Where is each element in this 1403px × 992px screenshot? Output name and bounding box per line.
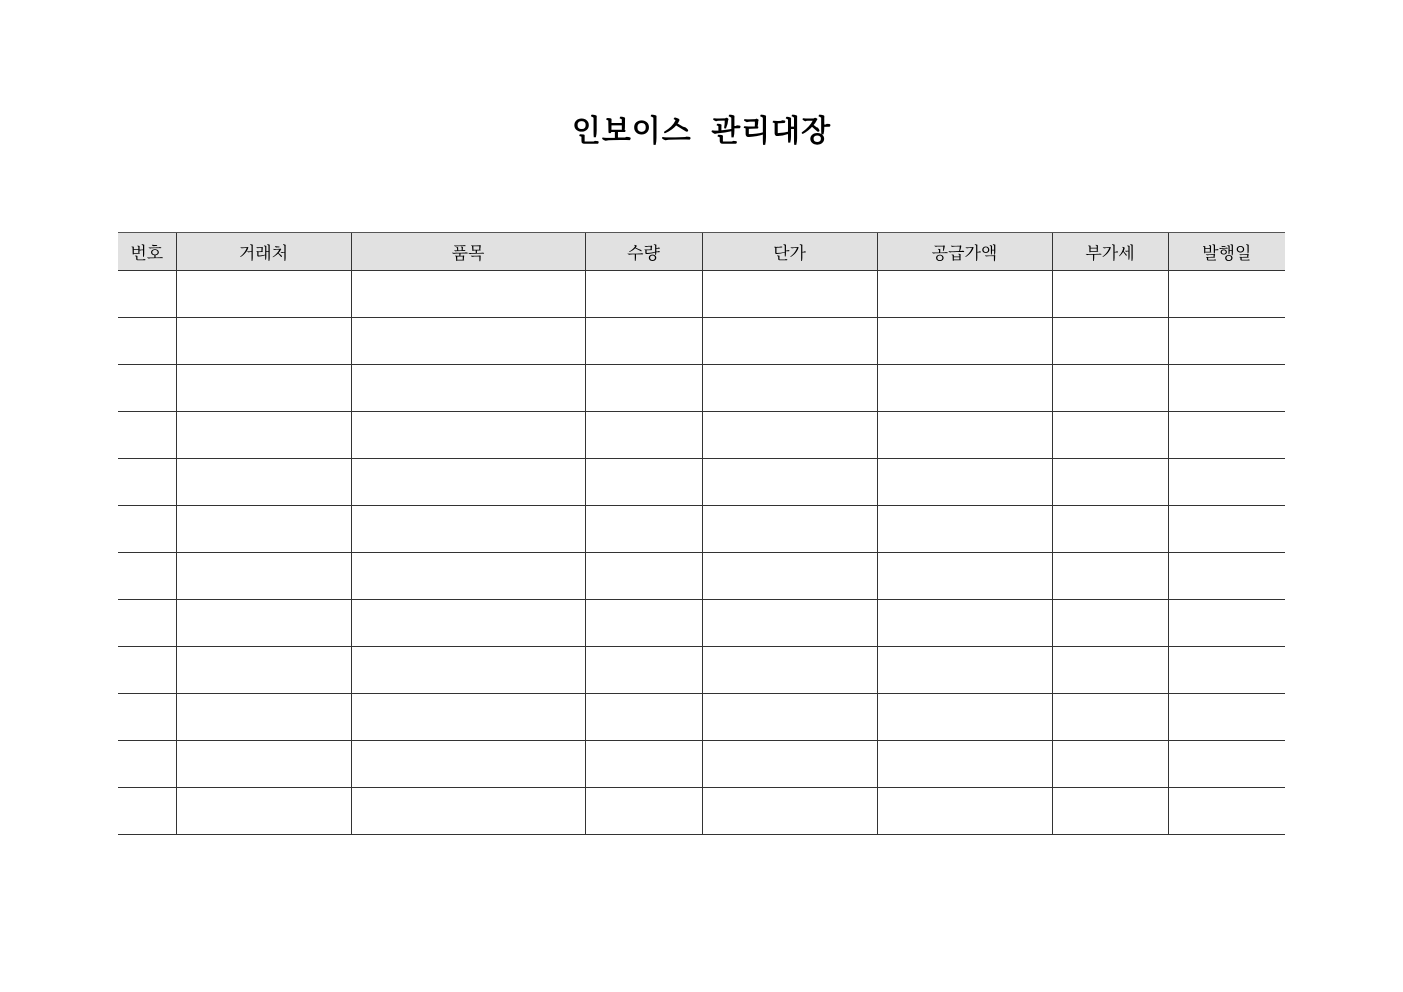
invoice-ledger-table — [118, 232, 1285, 835]
cell-issue-date[interactable] — [1168, 741, 1285, 788]
cell-number[interactable] — [118, 647, 176, 694]
cell-number[interactable] — [118, 741, 176, 788]
cell-client[interactable] — [176, 741, 351, 788]
cell-issue-date[interactable] — [1168, 271, 1285, 318]
cell-unit-price[interactable] — [702, 459, 877, 506]
cell-number[interactable] — [118, 271, 176, 318]
cell-number[interactable] — [118, 600, 176, 647]
cell-vat[interactable] — [1052, 694, 1168, 741]
table-row — [118, 694, 1285, 741]
cell-item[interactable] — [351, 318, 585, 365]
cell-number[interactable] — [118, 412, 176, 459]
cell-vat[interactable] — [1052, 365, 1168, 412]
cell-vat[interactable] — [1052, 741, 1168, 788]
cell-quantity[interactable] — [585, 741, 702, 788]
cell-issue-date[interactable] — [1168, 506, 1285, 553]
cell-quantity[interactable] — [585, 647, 702, 694]
cell-issue-date[interactable] — [1168, 412, 1285, 459]
cell-supply-amount[interactable] — [877, 365, 1052, 412]
cell-vat[interactable] — [1052, 506, 1168, 553]
cell-unit-price[interactable] — [702, 647, 877, 694]
cell-client[interactable] — [176, 459, 351, 506]
cell-unit-price[interactable] — [702, 600, 877, 647]
cell-unit-price[interactable] — [702, 788, 877, 835]
cell-supply-amount[interactable] — [877, 553, 1052, 600]
cell-client[interactable] — [176, 647, 351, 694]
cell-quantity[interactable] — [585, 553, 702, 600]
cell-client[interactable] — [176, 600, 351, 647]
cell-issue-date[interactable] — [1168, 600, 1285, 647]
cell-vat[interactable] — [1052, 600, 1168, 647]
cell-unit-price[interactable] — [702, 271, 877, 318]
cell-client[interactable] — [176, 412, 351, 459]
cell-client[interactable] — [176, 365, 351, 412]
cell-client[interactable] — [176, 788, 351, 835]
cell-client[interactable] — [176, 506, 351, 553]
cell-quantity[interactable] — [585, 318, 702, 365]
cell-issue-date[interactable] — [1168, 365, 1285, 412]
column-header-item: 품목 — [351, 233, 585, 271]
cell-unit-price[interactable] — [702, 741, 877, 788]
cell-supply-amount[interactable] — [877, 741, 1052, 788]
column-header-unit-price: 단가 — [702, 233, 877, 271]
cell-number[interactable] — [118, 788, 176, 835]
table-row — [118, 741, 1285, 788]
cell-quantity[interactable] — [585, 506, 702, 553]
table-row — [118, 271, 1285, 318]
cell-supply-amount[interactable] — [877, 318, 1052, 365]
column-header-client: 거래처 — [176, 233, 351, 271]
cell-number[interactable] — [118, 506, 176, 553]
cell-client[interactable] — [176, 318, 351, 365]
cell-vat[interactable] — [1052, 788, 1168, 835]
cell-issue-date[interactable] — [1168, 459, 1285, 506]
table-row — [118, 412, 1285, 459]
cell-unit-price[interactable] — [702, 412, 877, 459]
cell-vat[interactable] — [1052, 459, 1168, 506]
cell-supply-amount[interactable] — [877, 459, 1052, 506]
cell-item[interactable] — [351, 553, 585, 600]
page-title: 인보이스 관리대장 — [571, 114, 832, 149]
cell-supply-amount[interactable] — [877, 647, 1052, 694]
table-row — [118, 600, 1285, 647]
cell-item[interactable] — [351, 647, 585, 694]
cell-supply-amount[interactable] — [877, 694, 1052, 741]
cell-quantity[interactable] — [585, 365, 702, 412]
cell-issue-date[interactable] — [1168, 553, 1285, 600]
cell-vat[interactable] — [1052, 271, 1168, 318]
column-header-supply-amount: 공급가액 — [877, 233, 1052, 271]
cell-number[interactable] — [118, 459, 176, 506]
cell-quantity[interactable] — [585, 600, 702, 647]
table-row — [118, 506, 1285, 553]
cell-item[interactable] — [351, 412, 585, 459]
cell-supply-amount[interactable] — [877, 412, 1052, 459]
cell-item[interactable] — [351, 365, 585, 412]
cell-client[interactable] — [176, 694, 351, 741]
cell-item[interactable] — [351, 506, 585, 553]
cell-unit-price[interactable] — [702, 553, 877, 600]
cell-quantity[interactable] — [585, 459, 702, 506]
cell-supply-amount[interactable] — [877, 506, 1052, 553]
cell-item[interactable] — [351, 271, 585, 318]
cell-vat[interactable] — [1052, 553, 1168, 600]
cell-item[interactable] — [351, 694, 585, 741]
cell-item[interactable] — [351, 741, 585, 788]
cell-issue-date[interactable] — [1168, 788, 1285, 835]
cell-number[interactable] — [118, 553, 176, 600]
column-header-vat: 부가세 — [1052, 233, 1168, 271]
cell-vat[interactable] — [1052, 318, 1168, 365]
cell-number[interactable] — [118, 694, 176, 741]
table-row — [118, 459, 1285, 506]
cell-quantity[interactable] — [585, 694, 702, 741]
column-header-quantity: 수량 — [585, 233, 702, 271]
cell-item[interactable] — [351, 788, 585, 835]
cell-client[interactable] — [176, 271, 351, 318]
table-row — [118, 318, 1285, 365]
cell-unit-price[interactable] — [702, 694, 877, 741]
cell-quantity[interactable] — [585, 412, 702, 459]
table-row — [118, 788, 1285, 835]
column-header-issue-date: 발행일 — [1168, 233, 1285, 271]
cell-unit-price[interactable] — [702, 365, 877, 412]
cell-unit-price[interactable] — [702, 506, 877, 553]
cell-issue-date[interactable] — [1168, 318, 1285, 365]
cell-client[interactable] — [176, 553, 351, 600]
cell-number[interactable] — [118, 318, 176, 365]
cell-item[interactable] — [351, 459, 585, 506]
table-row — [118, 647, 1285, 694]
cell-supply-amount[interactable] — [877, 271, 1052, 318]
cell-supply-amount[interactable] — [877, 788, 1052, 835]
table-row — [118, 365, 1285, 412]
column-header-number: 번호 — [118, 233, 176, 271]
cell-item[interactable] — [351, 600, 585, 647]
cell-vat[interactable] — [1052, 647, 1168, 694]
cell-issue-date[interactable] — [1168, 647, 1285, 694]
table-header-row — [118, 233, 1285, 271]
cell-supply-amount[interactable] — [877, 600, 1052, 647]
table-row — [118, 553, 1285, 600]
cell-issue-date[interactable] — [1168, 694, 1285, 741]
table-body — [118, 271, 1285, 835]
cell-number[interactable] — [118, 365, 176, 412]
cell-vat[interactable] — [1052, 412, 1168, 459]
cell-quantity[interactable] — [585, 788, 702, 835]
cell-quantity[interactable] — [585, 271, 702, 318]
cell-unit-price[interactable] — [702, 318, 877, 365]
